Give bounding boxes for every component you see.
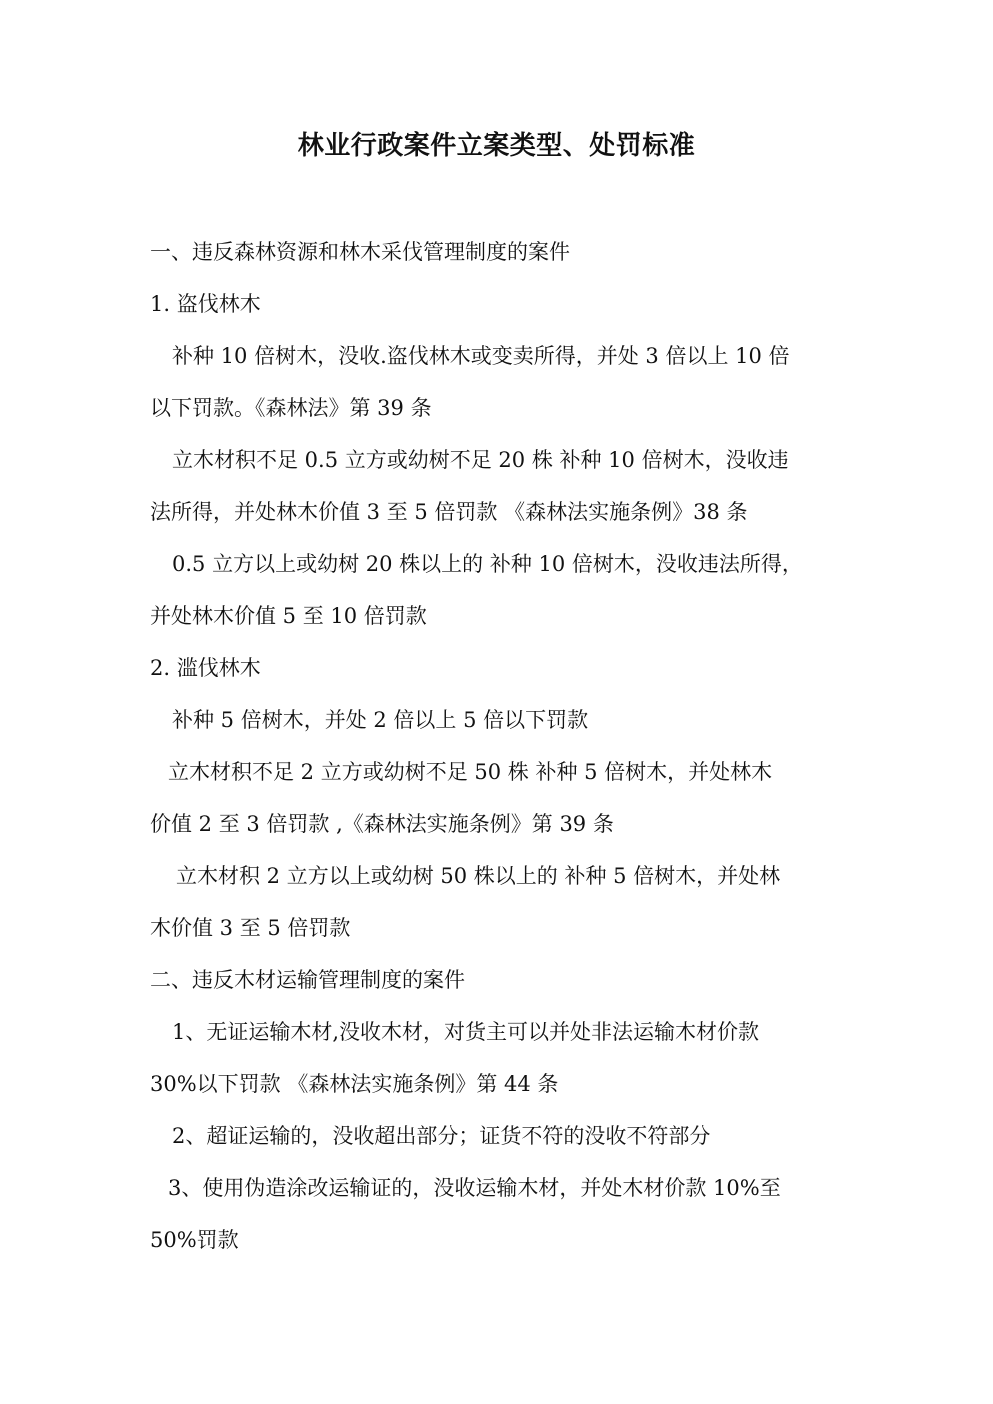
text-line: 0.5 立方以上或幼树 20 株以上的 补种 10 倍树木，没收违法所得， xyxy=(172,552,803,576)
section-heading-2: 二、违反木材运输管理制度的案件 xyxy=(150,968,465,992)
text-line: 以下罚款。《森林法》第 39 条 xyxy=(150,396,432,420)
section-heading-1: 一、违反森林资源和林木采伐管理制度的案件 xyxy=(150,240,570,264)
text-line: 价值 2 至 3 倍罚款 ,《森林法实施条例》第 39 条 xyxy=(150,812,614,836)
text-line: 2、超证运输的，没收超出部分；证货不符的没收不符部分 xyxy=(172,1124,711,1148)
text-line: 立木材积不足 2 立方或幼树不足 50 株 补种 5 倍树木，并处林木 xyxy=(168,760,773,784)
text-line: 立木材积 2 立方以上或幼树 50 株以上的 补种 5 倍树木，并处林 xyxy=(176,864,781,888)
text-line: 补种 10 倍树木，没收.盗伐林木或变卖所得，并处 3 倍以上 10 倍 xyxy=(172,344,790,368)
page-title: 林业行政案件立案类型、处罚标准 xyxy=(297,131,696,161)
subheading-illegal-felling: 1. 盗伐林木 xyxy=(150,292,261,316)
text-line: 法所得，并处林木价值 3 至 5 倍罚款 《森林法实施条例》38 条 xyxy=(150,500,748,524)
text-line: 3、使用伪造涂改运输证的，没收运输木材，并处木材价款 10%至 xyxy=(168,1176,781,1200)
text-line: 木价值 3 至 5 倍罚款 xyxy=(150,916,351,940)
text-line: 50%罚款 xyxy=(150,1228,239,1252)
text-line: 补种 5 倍树木，并处 2 倍以上 5 倍以下罚款 xyxy=(172,708,589,732)
text-line: 1、无证运输木材,没收木材，对货主可以并处非法运输木材价款 xyxy=(172,1020,760,1044)
text-line: 立木材积不足 0.5 立方或幼树不足 20 株 补种 10 倍树木，没收违 xyxy=(172,448,789,472)
text-line: 并处林木价值 5 至 10 倍罚款 xyxy=(150,604,427,628)
text-line: 30%以下罚款 《森林法实施条例》第 44 条 xyxy=(150,1072,559,1096)
subheading-over-felling: 2. 滥伐林木 xyxy=(150,656,261,680)
